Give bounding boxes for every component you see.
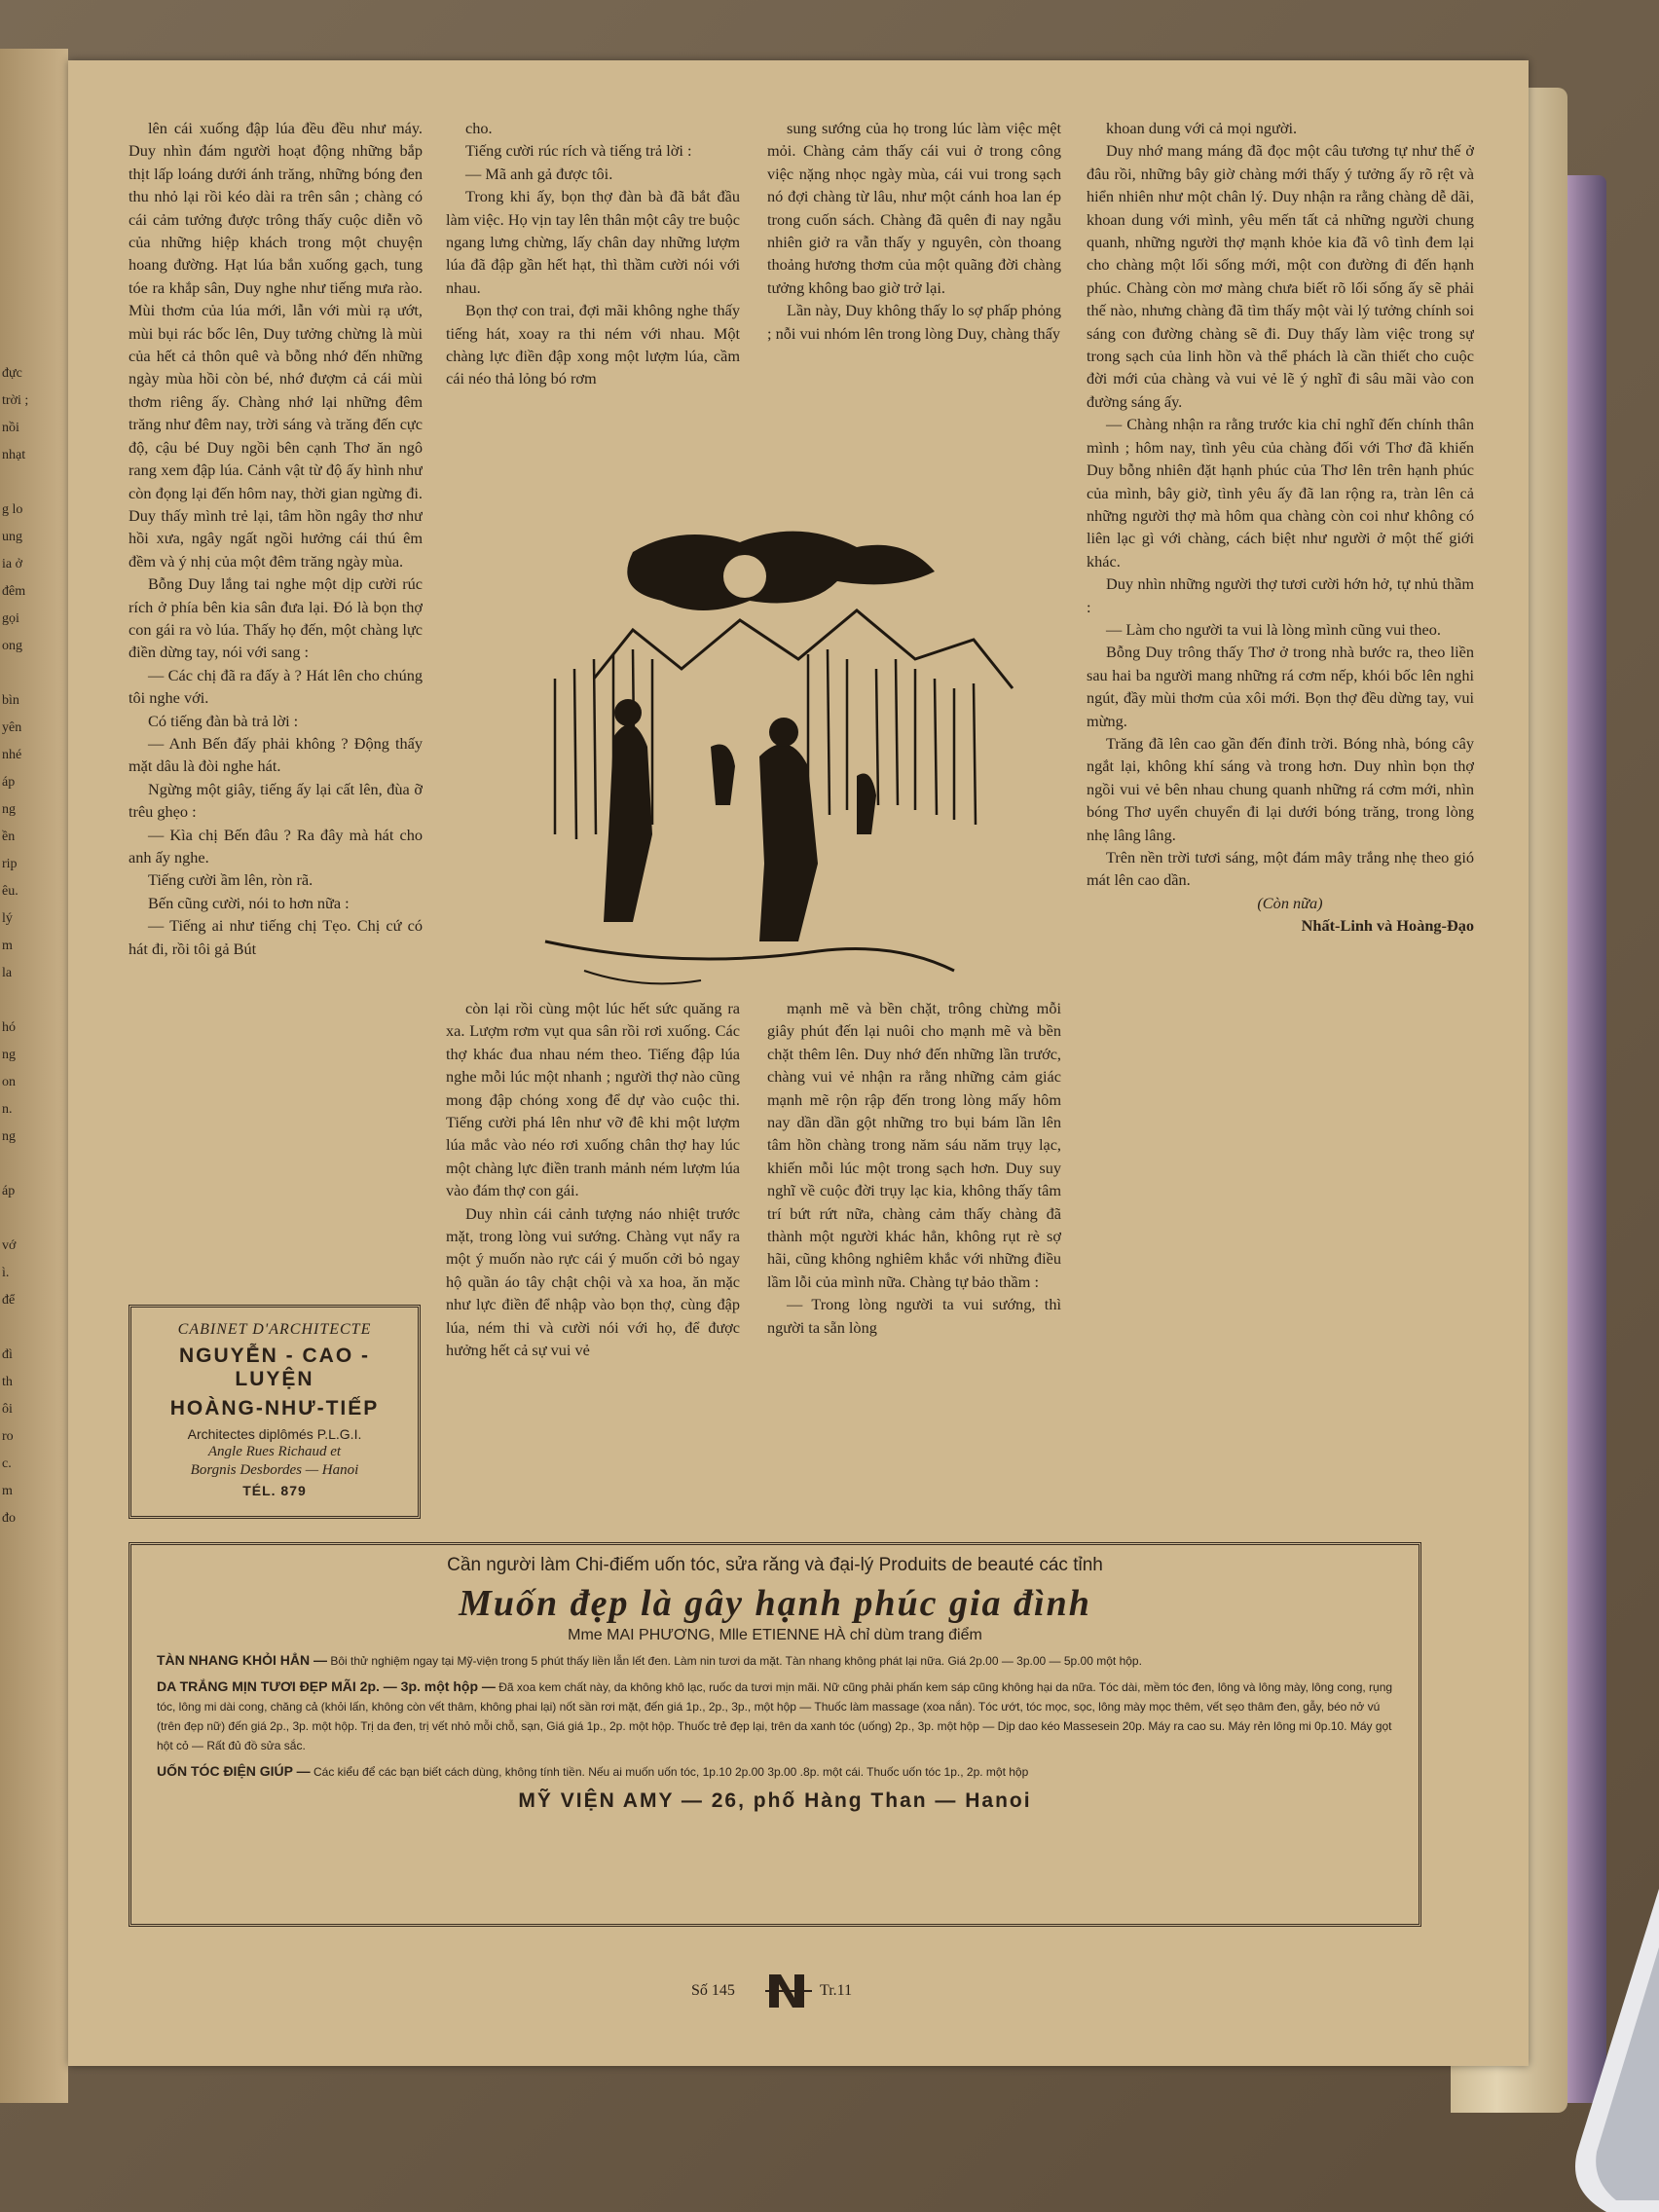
ad-row-hair (157, 1761, 1393, 1782)
paragraph: sung sướng của họ trong lúc làm việc mệt mỏi. Chàng cảm thấy cái vui ở trong công việc nặng nhọc ngày mùa, cái vui trong sạch nó đợi chàng từ lâu, như một cánh hoa lan ép trong cuốn sách. Chàng đã quên đi nay ngẫu nhiên giở ra vẫn thấy y nguyên, còn thoang thoảng hương thơm của một quãng đời chàng tưởng không bao giờ trở lại. (767, 119, 1061, 297)
paragraph: Trong khi ấy, bọn thợ đàn bà đã bắt đầu làm việc. Họ vịn tay lên thân một cây tre buộc ngang lưng chừng, lấy chân day những lượm lúa đã đập gần hết hạt, thì thầm cười nói với nhau. (446, 187, 740, 297)
previous-page-edge (0, 49, 68, 2103)
paragraph: Lần này, Duy không thấy lo sợ phấp phỏng ; nỗi vui nhóm lên trong lòng Duy, chàng thấy (767, 301, 1061, 343)
ad-row-freckles-text: Bôi thử nghiệm ngay tại Mỹ-viện trong 5 phút thấy liền lẫn lết đen. Làm nin tươi da mặt. Tàn nhang không phát lại nữa. Giá 2p.00 — 3p.00 — 5p.00 một hộp. (330, 1654, 1142, 1668)
beauty-salon-ad (129, 1542, 1421, 1927)
paragraph: Duy nhớ mang máng đã đọc một câu tương tự như thế ở đâu rồi, những bây giờ chàng mới thấy ý tưởng ấy rõ rệt và hiển nhiên như một chân lý. Duy nhận ra rằng chàng dễ dãi, khoan dung với mình, yêu mến tất cả những người chung quanh, những người thợ mạnh khỏe kia đã vô tình đem lại cho chàng một lối sống mới, một con đường đi đến hạnh phúc. Chàng còn mơ màng chưa biết rõ lối sống ấy sẽ phải thế nào, nhưng chàng đã tìm thấy một vài lý tưởng chính soi sáng con đường chàng sẽ đi. Duy thấy làm việc trong sự trong sạch của linh hồn và thể phách là cần thiết cho cuộc đời mới của chàng và vui vẻ lẽ ý nghĩ đi sâu mãi vào con đường sáng ấy. (1087, 141, 1474, 411)
ad-architect-name2: HOÀNG-NHƯ-TIẾP (169, 1397, 380, 1419)
paragraph: Tiếng cười rúc rích và tiếng trả lời : (465, 141, 692, 161)
paragraph: — Mã anh gả được tôi. (465, 164, 613, 183)
paragraph: — Trong lòng người ta vui sướng, thì người ta sẵn lòng (767, 1295, 1061, 1337)
paragraph: — Chàng nhận ra rằng trước kia chỉ nghĩ đến chính thân mình ; hôm nay, tình yêu của chàng đối với Thơ đã khiến Duy bỗng nhiên đặt hạnh phúc của Thơ lên trên hạnh phúc của mình, bây giờ, tình yêu ấy đã lan rộng ra, tràn lên cả những người thợ mà hôm qua chàng còn coi như không có liên lạc gì với chàng, cách biệt như người ở một thế giới khác. (1087, 415, 1474, 571)
column-3-top (767, 117, 1061, 516)
paragraph: khoan dung với cả mọi người. (1106, 119, 1298, 137)
continued-note: (Còn nữa) (1257, 893, 1323, 912)
threshing-scene-illustration (487, 513, 1061, 1010)
issue-number: Số 145 (691, 1982, 735, 1999)
paragraph: Bỗng Duy lắng tai nghe một dịp cười rúc rích ở phía bên kia sân đưa lại. Đó là bọn thợ con gái ra vò lúa. Thấy họ đến, một chàng lực điền dừng tay, nói với sang : (129, 574, 423, 662)
ad-row-freckles-label: TÀN NHANG KHỎI HẲN — (157, 1652, 327, 1668)
column-1 (129, 117, 423, 1295)
ad-row-skin-label: DA TRẮNG MỊN TƯƠI ĐẸP MÃI 2p. — 3p. một hộp — (157, 1678, 496, 1694)
ad-subline: Mme MAI PHƯƠNG, Mlle ETIENNE HÀ chỉ dùm trang điểm (568, 1627, 982, 1643)
paragraph: cho. (465, 119, 493, 137)
newspaper-page (68, 60, 1529, 2066)
paragraph: — Anh Bến đấy phải không ? Động thấy mặt dâu là đòi nghe hát. (129, 733, 423, 776)
paragraph: mạnh mẽ và bền chặt, trông chừng mỗi giây phút đến lại nuôi cho mạnh mẽ và bền chặt thêm lên. Duy nhớ đến những lần trước, chàng vui vẻ nhận ra rằng những cảm giác mạnh mẽ rộn rập đến trong lòng mấy hôm nay dần dần gột những tro bụi bám lần lên tâm hồn chàng trong năm sáu năm trụy lạc, khiến mỗi lúc một trong sạch hơn. Duy suy nghĩ về cuộc đời trụy lạc kia, không thấy tâm trí bứt rứt nữa, chàng cảm thấy chàng đã thành một người khác hẳn, không rụt rè sợ hãi, cũng không nghiêm khắc với những điều lầm lỗi của mình nữa. Chàng tự bảo thầm : (767, 999, 1061, 1291)
paragraph: Bọn thợ con trai, đợi mãi không nghe thấy tiếng hát, xoay ra thi ném với nhau. Một chàng lực điền đập xong một lượm lúa, cầm cái néo thả lỏng bó rơm (446, 301, 740, 388)
ad-architect-phone: TÉL. 879 (242, 1483, 307, 1498)
paragraph: — Kìa chị Bến đâu ? Ra đây mà hát cho anh ấy nghe. (129, 825, 423, 866)
ngay-nay-logo-icon (765, 1969, 812, 2013)
ad-headline: Muốn đẹp là gây hạnh phúc gia đình (459, 1583, 1091, 1624)
author-signature: Nhất-Linh và Hoàng-Đạo (1301, 916, 1474, 936)
ad-architect-diploma: Architectes diplômés P.L.G.I. (187, 1426, 362, 1442)
paragraph: Trăng đã lên cao gần đến đỉnh trời. Bóng nhà, bóng cây ngắt lại, không khí sáng và trong hơn. Duy nhìn bọn thợ ngồi vui vẻ bên nhau chung quanh những rá cơm mới, nhìn bóng Thơ uyển chuyển đi lại dưới bóng trăng, trong lòng nhẹ lâng lâng. (1087, 733, 1474, 844)
ad-architect-address2: Borgnis Desbordes — Hanoi (190, 1462, 359, 1478)
page-number (672, 1969, 925, 2017)
paragraph: Trên nền trời tươi sáng, một đám mây trắng nhẹ theo gió mát lên cao dần. (1087, 848, 1474, 890)
ad-row-skin (157, 1677, 1393, 1755)
paragraph: lên cái xuống đập lúa đều đều như máy. Duy nhìn đám người hoạt động những bắp thịt lấp loáng dưới ánh trăng, những bóng đen thu nhỏ lại rồi kéo dài ra trên sân ; chàng có cái cảm tưởng được trông thấy cuộc diễn võ của những hiệp khách trong một chuyện hoang đường. Hạt lúa bắn xuống gạch, tung tóe ra khắp sân, Duy nghe như tiếng mưa rào. Mùi thơm của lúa mới, lẫn với mùi rạ ướt, mùi bụi rác bốc lên, Duy tưởng chừng là mùi của hết cả thôn quê và bỗng nhớ đến những ngày mùa hồi còn bé, nhớ đượm cả cái mùi thơm riêng ấy. Chàng nhớ lại những đêm trăng như đêm nay, trời sáng và trăng đến cực độ, cậu bé Duy ngồi bên cạnh Thơ ăn ngô rang xem đập lúa. Cảnh vật từ độ ấy hình như còn đọng lại đến hôm nay, thời gian ngừng đi. Duy thấy mình trẻ lại, tâm hồn ngây thơ như hồi xưa, ngây ngất ngồi hưởng cái thú êm đềm và ý nhị của một đêm trăng ngày mùa. (129, 119, 423, 571)
paragraph: — Làm cho người ta vui là lòng mình cũng vui theo. (1106, 619, 1441, 639)
previous-page-text: đực trời ; nồi nhạt g lo ung ia ở đêm gọi ong bìn yên nhé áp ng ền rip êu. lý m la hó ng on n. ng áp vớ ì. để đì th ôi ro c. m đo (2, 366, 29, 1526)
ad-top-line: Cần người làm Chi-điếm uốn tóc, sửa răng và đại-lý Produits de beauté các tỉnh (447, 1555, 1103, 1575)
ad-architect-line1: CABINET D'ARCHITECTE (177, 1321, 372, 1338)
paragraph: Bỗng Duy trông thấy Thơ ở trong nhà bước ra, theo liền sau hai ba người mang những rá cơm nếp, khói bốc lên nghi ngút, đầy mùi thơm của xôi mới. Bọn thợ đều dừng tay, vui mừng. (1087, 643, 1474, 730)
paragraph: Duy nhìn cái cảnh tượng náo nhiệt trước mặt, trong lòng vui sướng. Chàng vụt nẩy ra một ý muốn nào rực cái ý muốn cởi bỏ ngay hộ quần áo tây chật chội và xa hoa, ăn mặc như lực điền để nhập vào bọn thợ, cùng đập lúa, ném thi và cười nói với họ, để được hưởng hết cả sự vui vẻ (446, 1203, 740, 1360)
ad-architect-address1: Angle Rues Richaud et (207, 1444, 342, 1459)
paragraph: còn lại rồi cùng một lúc hết sức quăng ra xa. Lượm rơm vụt qua sân rồi rơi xuống. Các thợ khác đua nhau ném theo. Tiếng đập lúa nghe mỗi lúc một nhanh ; người thợ nào cũng mong đập chóng xong để dự vào cuộc thi. Tiếng cười phá lên như vỡ đê khi một lượm lúa mắc vào néo rơi xuống chân thợ hay lúc một chàng lực điền tranh mảnh ném lượm lúa vào đám thợ con gái. (446, 999, 740, 1200)
paragraph: Tiếng cười ầm lên, ròn rã. (148, 870, 313, 890)
paragraph: Có tiếng đàn bà trả lời : (148, 711, 299, 730)
column-4 (1087, 117, 1474, 1509)
paragraph: Ngừng một giây, tiếng ấy lại cất lên, đùa ỡ trêu ghẹo : (129, 779, 423, 822)
paragraph: Bến cũng cười, nói to hơn nữa : (148, 893, 350, 912)
page-label: Tr.11 (820, 1982, 853, 1999)
column-2-bottom (446, 997, 740, 1490)
ad-row-skin-text: Đã xoa kem chất này, da không khô lạc, ruốc da tươi mịn mãi. Nữ cũng phải phấn kem sáp cũng không hại da nữa. Tóc dài, mềm tóc đen, lông và lông mày, lông cong, rụng tóc, lông mi dài cong, chăng cả (khỏi lấn, không còn vết thâm, không phai lại) nốt sần rơi mặt, đến giá 1p., 2p., 3p., một hộp — Thuốc làm massage (xoa nắn). Tóc ướt, tóc mọc, sọc, lông mày mọc thêm, vết sẹo thâm đen, gẫy, béo nở vú (trên đẹp nữ) đến giá 2p., 3p. một hộp. Trị da đen, trị vết nhỏ mỗi chỗ, sạn, Giá giá 1p., 2p. một hộp. Thuốc trẻ đẹp lại, trên da xanh tóc (uống) 2p., 3p. một hộp — Dịp dao kéo Massesein 20p. Máy ra cao su. Máy rẻn lông mi 0p.10. Máy gọt hột cỏ — Rất đủ đồ sửa sắc. (157, 1680, 1393, 1752)
ad-footer-address: MỸ VIỆN AMY — 26, phố Hàng Than — Hanoi (518, 1789, 1032, 1812)
column-3-bottom (767, 997, 1061, 1490)
architect-ad (129, 1305, 421, 1519)
ad-row-hair-label: UỐN TÓC ĐIỆN GIÚP — (157, 1763, 311, 1779)
paragraph: — Tiếng ai như tiếng chị Tẹo. Chị cứ có hát đi, rồi tôi gả Bút (129, 916, 423, 958)
camera-strap-object (1519, 1830, 1659, 2212)
ad-row-freckles (157, 1650, 1393, 1671)
ad-architect-name1: NGUYỄN - CAO - LUYỆN (179, 1345, 370, 1390)
ad-row-hair-text: Các kiểu để các bạn biết cách dùng, không tính tiền. Nếu ai muốn uốn tóc, 1p.10 2p.00 3p.00 .8p. một cái. Thuốc uốn tóc 1p., 2p. một hộp (313, 1765, 1029, 1779)
paragraph: — Các chị đã ra đấy à ? Hát lên cho chúng tôi nghe với. (129, 665, 423, 708)
column-2-top (446, 117, 740, 516)
paragraph: Duy nhìn những người thợ tươi cười hớn hở, tự nhủ thầm : (1087, 574, 1474, 616)
